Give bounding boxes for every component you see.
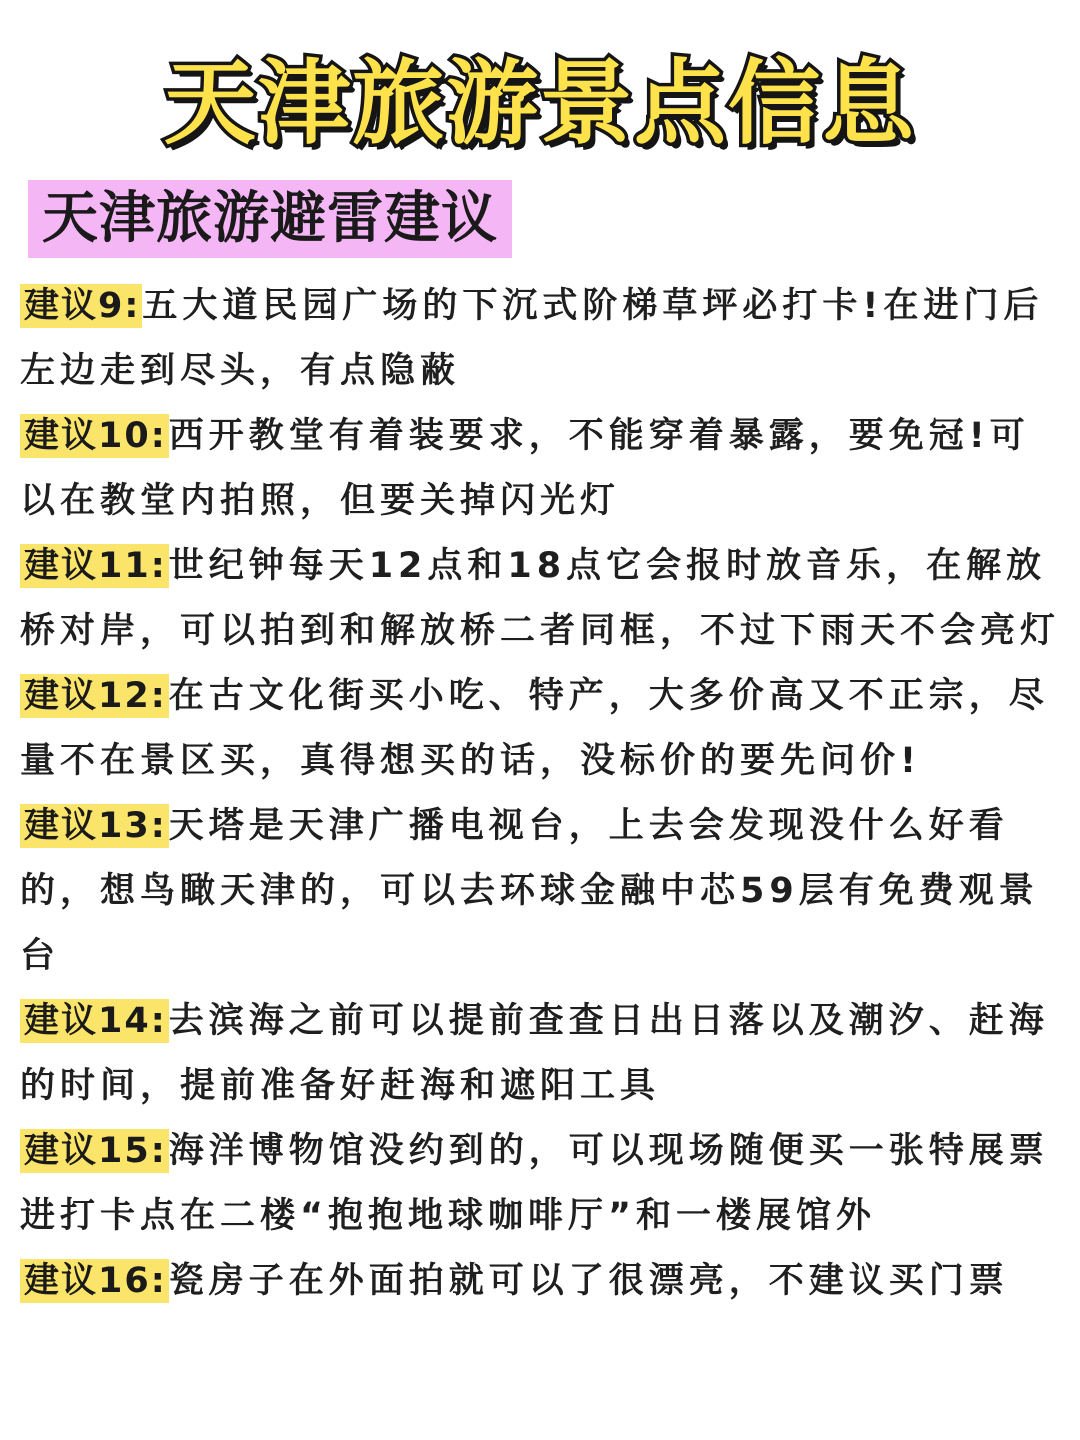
tip-text: 五大道民园广场的下沉式阶梯草坪必打卡!在进门后左边走到尽头，有点隐蔽: [20, 286, 1044, 391]
tip-item: [20, 664, 1068, 794]
main-title: 天津旅游景点信息: [163, 50, 916, 157]
tip-item: [20, 989, 1068, 1119]
tip-item: [20, 274, 1068, 404]
subtitle-highlight: [28, 180, 512, 258]
tip-text: 海洋博物馆没约到的，可以现场随便买一张特展票进打卡点在二楼“抱抱地球咖啡厅”和一楼展馆外: [20, 1131, 1049, 1236]
tip-text: 西开教堂有着装要求，不能穿着暴露，要免冠!可以在教堂内拍照，但要关掉闪光灯: [20, 416, 1030, 521]
tip-item: [20, 534, 1068, 664]
subtitle: 天津旅游避雷建议: [42, 186, 498, 251]
tip-label: 建议10:: [20, 414, 169, 458]
tip-text: 天塔是天津广播电视台，上去会发现没什么好看的，想鸟瞰天津的，可以去环球金融中芯59层有免费观景台: [20, 806, 1039, 976]
tip-label: 建议12:: [20, 674, 169, 718]
tip-label: 建议13:: [20, 804, 169, 848]
tip-text: 世纪钟每天12点和18点它会报时放音乐，在解放桥对岸，可以拍到和解放桥二者同框，不过下雨天不会亮灯: [20, 546, 1061, 651]
tip-label: 建议9:: [20, 284, 142, 328]
tip-label: 建议14:: [20, 999, 169, 1043]
tip-label: 建议11:: [20, 544, 169, 588]
tip-item: [20, 404, 1068, 534]
tip-label: 建议15:: [20, 1129, 169, 1173]
tip-item: [20, 1119, 1068, 1249]
tip-label: 建议16:: [20, 1259, 169, 1303]
tip-item: [20, 794, 1068, 989]
tip-text: 瓷房子在外面拍就可以了很漂亮，不建议买门票: [168, 1261, 1009, 1301]
tips-list: [20, 274, 1068, 1314]
tip-text: 去滨海之前可以提前查查日出日落以及潮汐、赶海的时间，提前准备好赶海和遮阳工具: [20, 1001, 1049, 1106]
tip-item: [20, 1249, 1068, 1314]
tip-text: 在古文化街买小吃、特产，大多价高又不正宗，尽量不在景区买，真得想买的话，没标价的要先问价!: [20, 676, 1049, 781]
